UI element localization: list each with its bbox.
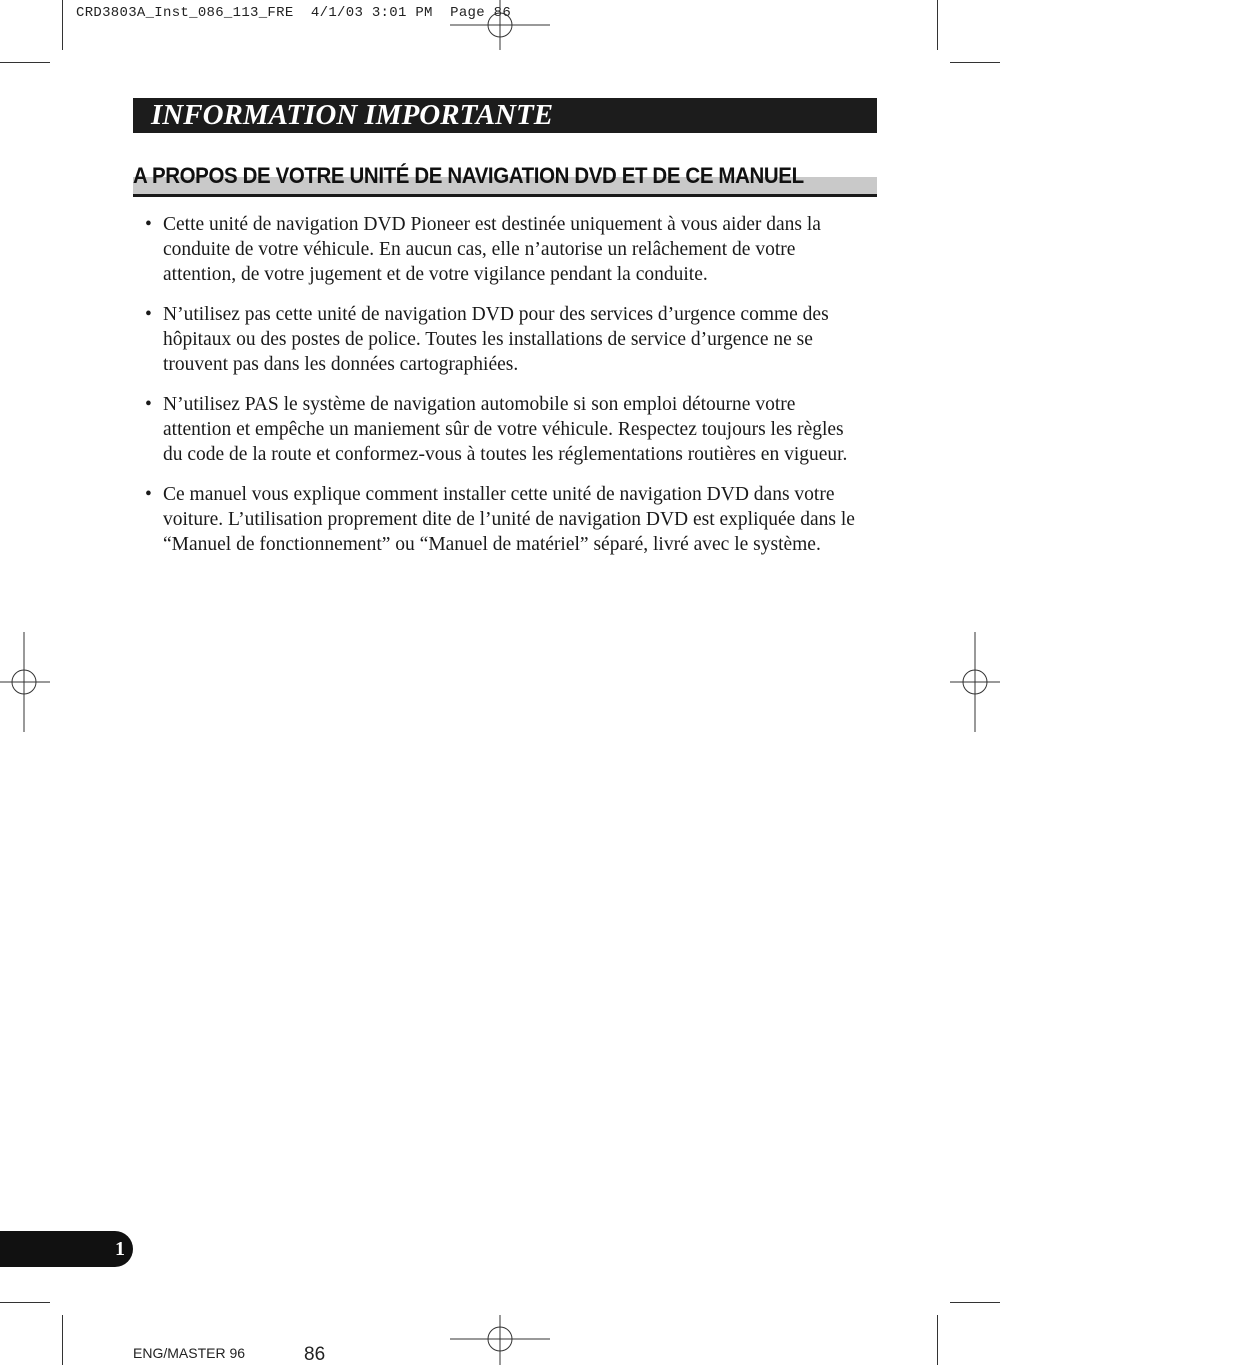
section-tab-number: 1 — [115, 1238, 125, 1260]
bullet-icon: • — [145, 394, 152, 415]
bullet-icon: • — [145, 304, 152, 325]
list-item — [145, 302, 855, 377]
crop-mark-top-left-v — [62, 0, 63, 50]
crop-mark-bottom-left-v — [62, 1315, 63, 1365]
section-tab — [0, 1231, 133, 1267]
registration-mark-top — [450, 0, 550, 50]
printer-slug: CRD3803A_Inst_086_113_FRE 4/1/03 3:01 PM Page 86 — [76, 5, 512, 21]
bullet-text: Ce manuel vous explique comment installer cette unité de navigation DVD dans votre voiture. L’utilisation proprement dite de l’unité de navigation DVD est expliquée dans le “Manuel de fonctionnement” ou “Manuel de matériel” séparé, livré avec le système. — [163, 484, 855, 555]
crop-mark-top-right-h — [950, 62, 1000, 63]
section-heading — [133, 162, 877, 197]
bullet-icon: • — [145, 214, 152, 235]
crop-mark-bottom-right-h — [950, 1302, 1000, 1303]
bullet-text: N’utilisez pas cette unité de navigation DVD pour des services d’urgence comme des hôpitaux ou des postes de police. Toutes les installations de service d’urgence ne se trouvent pas dans les données cartographiées. — [163, 304, 829, 375]
registration-mark-bottom — [450, 1315, 550, 1365]
page-number: 86 — [304, 1344, 326, 1365]
bullet-icon: • — [145, 484, 152, 505]
bullet-list — [145, 212, 855, 572]
section-title: A PROPOS DE VOTRE UNITÉ DE NAVIGATION DVD ET DE CE MANUEL — [133, 163, 804, 188]
list-item — [145, 392, 855, 467]
crop-mark-bottom-right-v — [937, 1315, 938, 1365]
chapter-banner — [133, 98, 877, 133]
bullet-text: Cette unité de navigation DVD Pioneer est destinée uniquement à vous aider dans la conduite de votre véhicule. En aucun cas, elle n’autorise un relâchement de votre attention, de votre jugement et de votre vigilance pendant la conduite. — [163, 214, 821, 285]
list-item — [145, 212, 855, 287]
list-item — [145, 482, 855, 557]
footer-master-label: ENG/MASTER 96 — [133, 1345, 246, 1361]
bullet-text: N’utilisez PAS le système de navigation automobile si son emploi détourne votre attention et empêche un maniement sûr de votre véhicule. Respectez toujours les règles du code de la route et conformez-vous à toutes les réglementations routières en vigueur. — [163, 394, 848, 465]
registration-mark-left — [0, 632, 50, 732]
crop-mark-bottom-left-h — [0, 1302, 50, 1303]
registration-mark-right — [950, 632, 1000, 732]
crop-mark-top-left-h — [0, 62, 50, 63]
crop-mark-top-right-v — [937, 0, 938, 50]
chapter-title: INFORMATION IMPORTANTE — [151, 99, 554, 131]
